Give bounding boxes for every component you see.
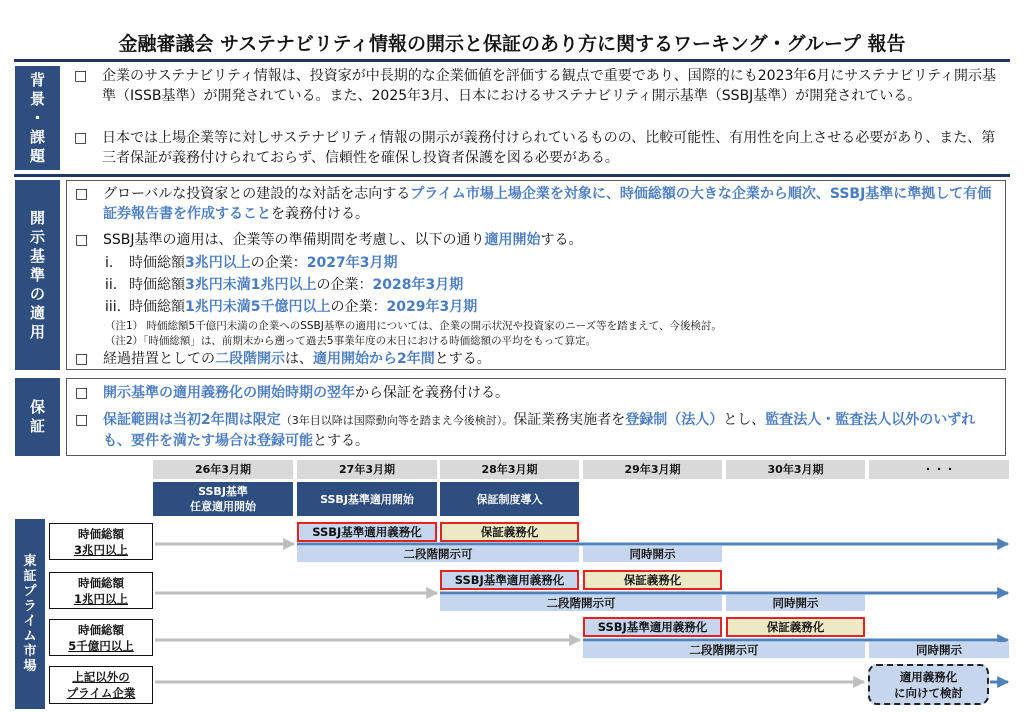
section-label-disclosure: 開 示 基 準 の 適 用 bbox=[15, 180, 60, 370]
two-stage-bar-row-2: 二段階開示可 bbox=[440, 595, 722, 611]
assurance-box-row-2: 保証義務化 bbox=[583, 570, 722, 590]
footnote-1: （注1） 時価総額5千億円未満の企業へのSSBJ基準の適用については、企業の開示状況や投資家のニーズ等を踏まえて、今後検討。 bbox=[105, 320, 722, 332]
section-label-assurance: 保 証 bbox=[15, 378, 60, 456]
threshold-item-2: ii. 時価総額3兆円未満1兆円以上の企業：2028年3月期 bbox=[105, 277, 464, 293]
checkbox-bullet-icon: □ bbox=[75, 412, 89, 428]
paragraph-text: 保証範囲は当初2年間は限定（3年目以降は国際動向等を踏まえ今後検討）。保証業務実施者を登録制（法人）とし、監査法人・監査法人以外のいずれも、要件を満たす場合は登録可能とする。 bbox=[103, 412, 976, 449]
paragraph-text: 経過措置としての二段階開示は、適用開始から2年間とする。 bbox=[103, 351, 491, 367]
checkbox-bullet-icon: □ bbox=[74, 68, 88, 84]
assurance-box-row-3: 保証義務化 bbox=[726, 617, 865, 637]
simultaneous-bar-row-2: 同時開示 bbox=[726, 595, 865, 611]
checkbox-bullet-icon: □ bbox=[75, 232, 89, 248]
checkbox-bullet-icon: □ bbox=[75, 385, 89, 401]
mandate-box-row-3: SSBJ基準適用義務化 bbox=[583, 617, 722, 637]
mandate-box-row-1: SSBJ基準適用義務化 bbox=[297, 522, 437, 542]
paragraph-text: 日本では上場企業等に対しサステナビリティ情報の開示が義務付けられているものの、比較可能性、有用性を向上させる必要があり、また、第三者保証が義務付けられておらず、信頼性を確保し投資者保護を図る必要がある。 bbox=[102, 130, 996, 166]
threshold-item-3: iii. 時価総額1兆円未満5千億円以上の企業：2029年3月期 bbox=[105, 299, 478, 315]
simultaneous-bar-row-3: 同時開示 bbox=[869, 642, 1009, 658]
milestone-assurance-introduction: 保証制度導入 bbox=[440, 482, 579, 516]
row-label-other-prime: 上記以外の プライム企業 bbox=[49, 666, 153, 704]
row-label-1-trillion: 時価総額 1兆円以上 bbox=[49, 572, 153, 609]
period-header-26: 26年3月期 bbox=[153, 460, 293, 479]
two-stage-bar-row-1: 二段階開示可 bbox=[297, 546, 579, 562]
checkbox-bullet-icon: □ bbox=[75, 186, 89, 202]
paragraph-text: 企業のサステナビリティ情報は、投資家が中長期的な企業価値を評価する観点で重要であり、国際的にも2023年6月にサステナビリティ開示基準（ISSB基準）が開発されている。また、2025年3月、日本におけるサステナビリティ開示基準（SSBJ基準）が開発されている。 bbox=[102, 68, 997, 104]
assurance-box-row-1: 保証義務化 bbox=[440, 522, 579, 542]
mandate-box-row-2: SSBJ基準適用義務化 bbox=[440, 570, 579, 590]
consider-mandate-box: 適用義務化 に向けて検討 bbox=[868, 664, 989, 705]
period-header-more: ・・・ bbox=[869, 460, 1009, 479]
milestone-voluntary-start: SSBJ基準 任意適用開始 bbox=[153, 482, 293, 516]
row-label-500-billion: 時価総額 5千億円以上 bbox=[49, 619, 153, 656]
paragraph-text: グローバルな投資家との建設的な対話を志向するプライム市場上場企業を対象に、時価総額の大きな企業から順次、SSBJ基準に準拠して有価証券報告書を作成することを義務付ける。 bbox=[103, 186, 992, 222]
prime-market-side-label: 東 証 プ ラ イ ム 市 場 bbox=[15, 519, 45, 709]
threshold-item-1: i. 時価総額3兆円以上の企業：2027年3月期 bbox=[105, 255, 398, 271]
highlight-text: プライム市場上場企業を対象に、時価総額の大きな企業から順次、SSBJ基準に準拠して有価証券報告書を作成すること bbox=[103, 186, 992, 222]
two-stage-bar-row-3: 二段階開示可 bbox=[583, 642, 865, 658]
checkbox-bullet-icon: □ bbox=[75, 351, 89, 367]
period-header-30: 30年3月期 bbox=[726, 460, 865, 479]
paragraph-text: 開示基準の適用義務化の開始時期の翌年から保証を義務付ける。 bbox=[103, 385, 509, 401]
row-label-3-trillion: 時価総額 3兆円以上 bbox=[49, 523, 153, 560]
page-title: 金融審議会 サステナビリティ情報の開示と保証のあり方に関するワーキング・グループ 報告 bbox=[118, 33, 906, 55]
highlight-text: 適用開始 bbox=[484, 232, 541, 248]
footnote-2: （注2）「時価総額」は、前期末から遡って過去5事業年度の末日における時価総額の平均をもって算定。 bbox=[105, 335, 597, 347]
period-header-29: 29年3月期 bbox=[583, 460, 722, 479]
checkbox-bullet-icon: □ bbox=[74, 130, 88, 146]
milestone-application-start: SSBJ基準適用開始 bbox=[297, 482, 437, 516]
paragraph-text: SSBJ基準の適用は、企業等の準備期間を考慮し、以下の通り適用開始する。 bbox=[103, 232, 583, 248]
period-header-27: 27年3月期 bbox=[297, 460, 437, 479]
section-label-background: 背 景 ・ 課 題 bbox=[15, 66, 60, 170]
simultaneous-bar-row-1: 同時開示 bbox=[583, 546, 722, 562]
period-header-28: 28年3月期 bbox=[440, 460, 579, 479]
